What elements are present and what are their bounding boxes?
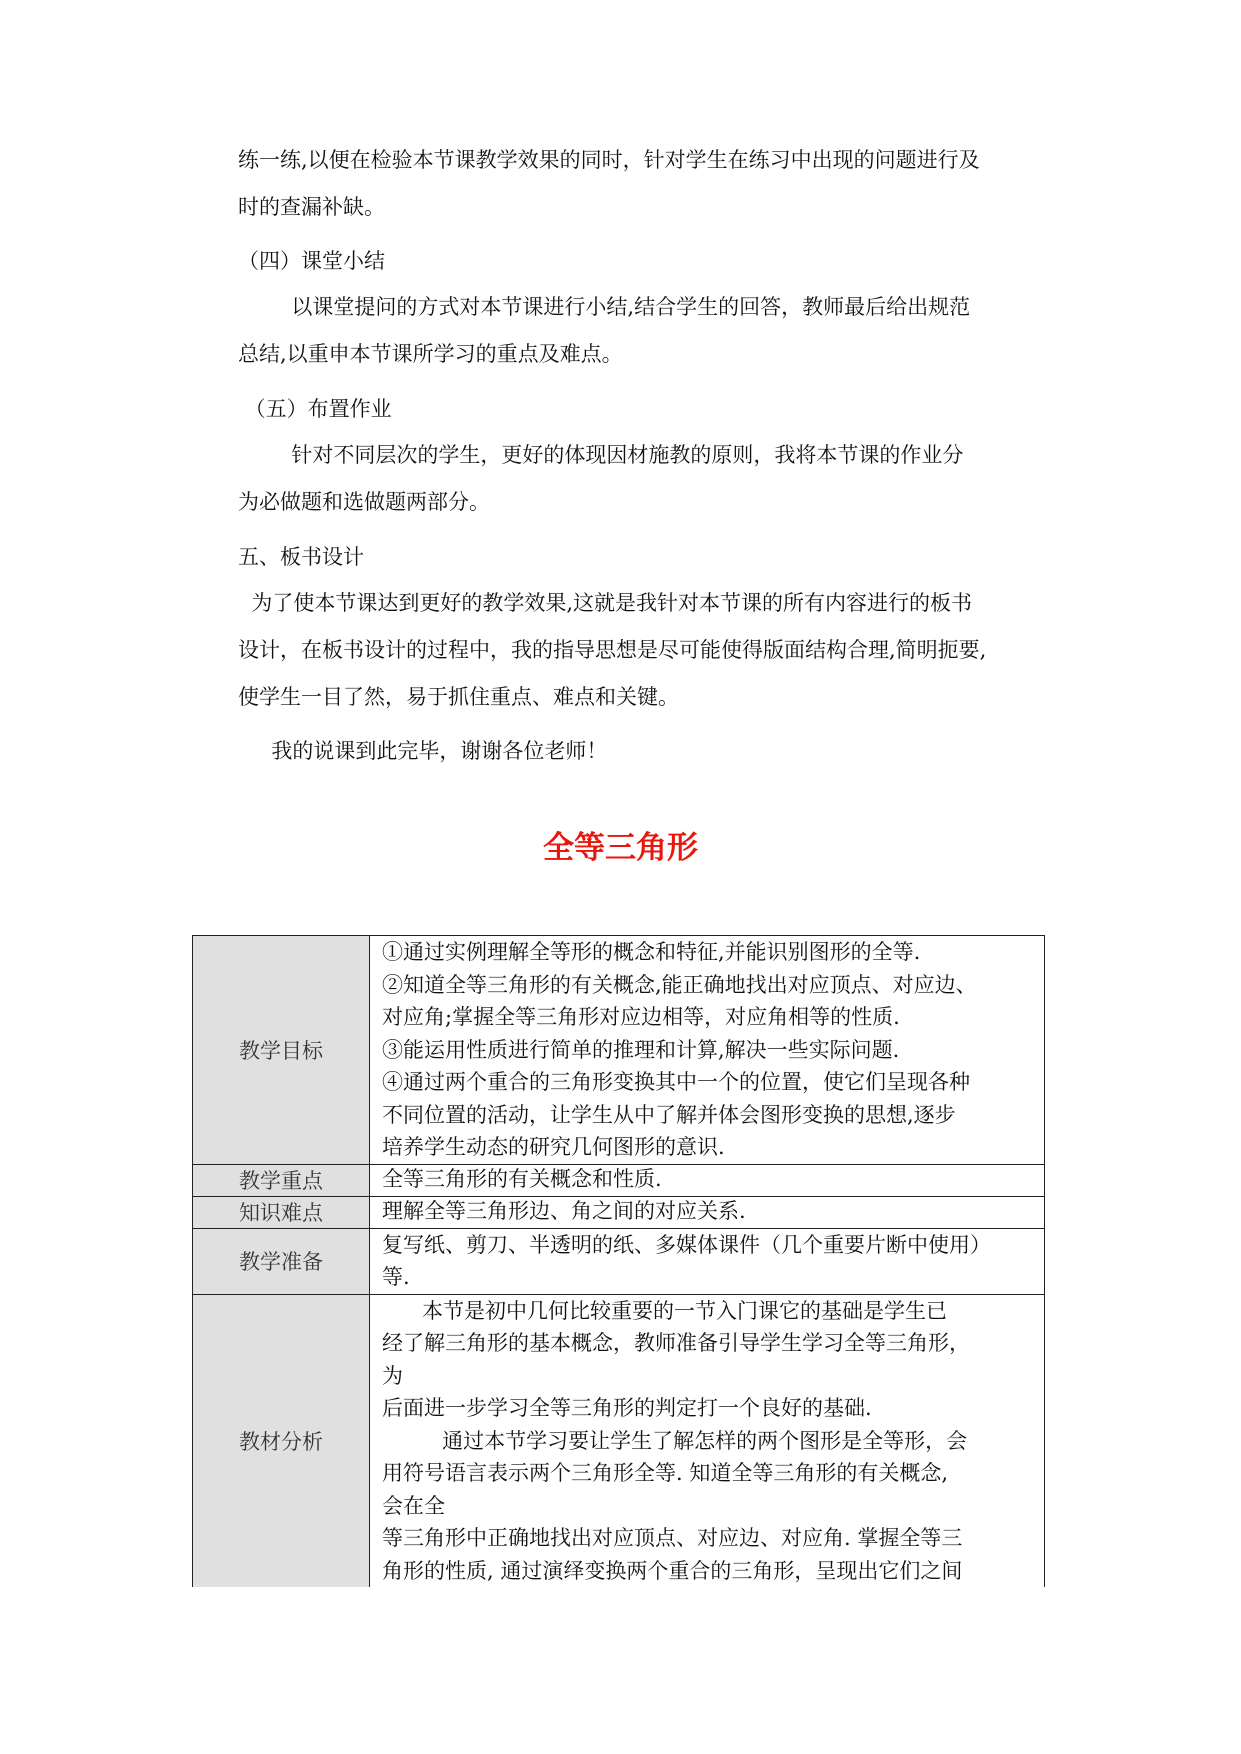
lesson-plan-table <box>192 935 1045 1587</box>
row-label-objectives: 教学目标 <box>193 936 370 1165</box>
row-content-objectives <box>370 936 1045 1165</box>
text-line: 时的查漏补缺。 <box>238 195 385 219</box>
text-line: 为 <box>382 1363 403 1388</box>
text-line: 培养学生动态的研究几何图形的意识. <box>382 1135 725 1159</box>
text-line: 通过本节学习要让学生了解怎样的两个图形是全等形，会 <box>382 1428 968 1453</box>
heading-summary <box>238 238 1058 285</box>
row-content-textbook-analysis <box>370 1294 1045 1587</box>
row-label-difficulties: 知识难点 <box>193 1196 370 1228</box>
text-line: 针对不同层次的学生，更好的体现因材施教的原则，我将本节课的作业分 <box>238 443 964 467</box>
text-line: 等三角形中正确地找出对应顶点、对应边、对应角. 掌握全等三 <box>382 1526 963 1550</box>
table-row <box>193 936 1045 1165</box>
text-line: 经了解三角形的基本概念，教师准备引导学生学习全等三角形， <box>382 1331 970 1355</box>
paragraph-closing <box>238 728 1058 775</box>
row-content-difficulties <box>370 1196 1045 1228</box>
table-row <box>193 1164 1045 1196</box>
text-line: ③能运用性质进行简单的推理和计算,解决一些实际问题. <box>382 1037 900 1062</box>
text-line: 不同位置的活动，让学生从中了解并体会图形变换的思想,逐步 <box>382 1102 956 1127</box>
text-line: 理解全等三角形边、角之间的对应关系. <box>382 1198 746 1223</box>
paragraph-homework <box>238 432 1058 526</box>
text-line: 对应角;掌握全等三角形对应边相等，对应角相等的性质. <box>382 1005 900 1029</box>
text-line: 会在全 <box>382 1493 445 1518</box>
text-line: 使学生一目了然，易于抓住重点、难点和关键。 <box>238 685 679 709</box>
row-label-preparation: 教学准备 <box>193 1228 370 1294</box>
text-line: 为必做题和选做题两部分。 <box>238 490 490 514</box>
row-content-key-points <box>370 1164 1045 1196</box>
text-line: 全等三角形的有关概念和性质. <box>382 1166 662 1191</box>
text-line: 五、板书设计 <box>238 545 364 569</box>
text-line: 为了使本节课达到更好的教学效果,这就是我针对本节课的所有内容进行的板书 <box>238 591 973 615</box>
text-line: 本节是初中几何比较重要的一节入门课它的基础是学生已 <box>382 1298 948 1323</box>
table-row <box>193 1196 1045 1228</box>
text-line: ④通过两个重合的三角形变换其中一个的位置，使它们呈现各种 <box>382 1070 970 1094</box>
heading-board-design <box>238 534 1058 581</box>
text-line: 以课堂提问的方式对本节课进行小结,结合学生的回答，教师最后给出规范 <box>238 295 971 319</box>
heading-homework <box>238 386 1058 433</box>
text-line: ①通过实例理解全等形的概念和特征,并能识别图形的全等. <box>382 940 921 964</box>
text-line: 用符号语言表示两个三角形全等. 知道全等三角形的有关概念, <box>382 1461 949 1485</box>
lesson-title: 全等三角形 <box>543 830 698 866</box>
table-row <box>193 1294 1045 1587</box>
text-line: 我的说课到此完毕，谢谢各位老师！ <box>238 739 608 763</box>
text-line: 复写纸、剪刀、半透明的纸、多媒体课件（几个重要片断中使用） <box>382 1232 991 1257</box>
paragraph-practice <box>238 137 1058 231</box>
text-line: 练一练,以便在检验本节课教学效果的同时，针对学生在练习中出现的问题进行及 <box>238 148 980 172</box>
paragraph-summary <box>238 284 1058 378</box>
text-line: （四）课堂小结 <box>238 249 385 273</box>
paragraph-board-design <box>238 580 1058 721</box>
row-label-textbook-analysis: 教材分析 <box>193 1294 370 1587</box>
text-line: ②知道全等三角形的有关概念,能正确地找出对应顶点、对应边、 <box>382 972 977 997</box>
text-line: 总结,以重申本节课所学习的重点及难点。 <box>238 342 623 366</box>
text-line: （五）布置作业 <box>238 397 392 421</box>
row-content-preparation <box>370 1228 1045 1294</box>
text-line: 后面进一步学习全等三角形的判定打一个良好的基础. <box>382 1396 872 1420</box>
text-line: 等. <box>382 1265 410 1289</box>
row-label-key-points: 教学重点 <box>193 1164 370 1196</box>
text-line: 角形的性质, 通过演绎变换两个重合的三角形，呈现出它们之间 <box>382 1558 963 1583</box>
text-line: 设计，在板书设计的过程中，我的指导思想是尽可能使得版面结构合理,简明扼要, <box>238 638 987 662</box>
table-row <box>193 1228 1045 1294</box>
